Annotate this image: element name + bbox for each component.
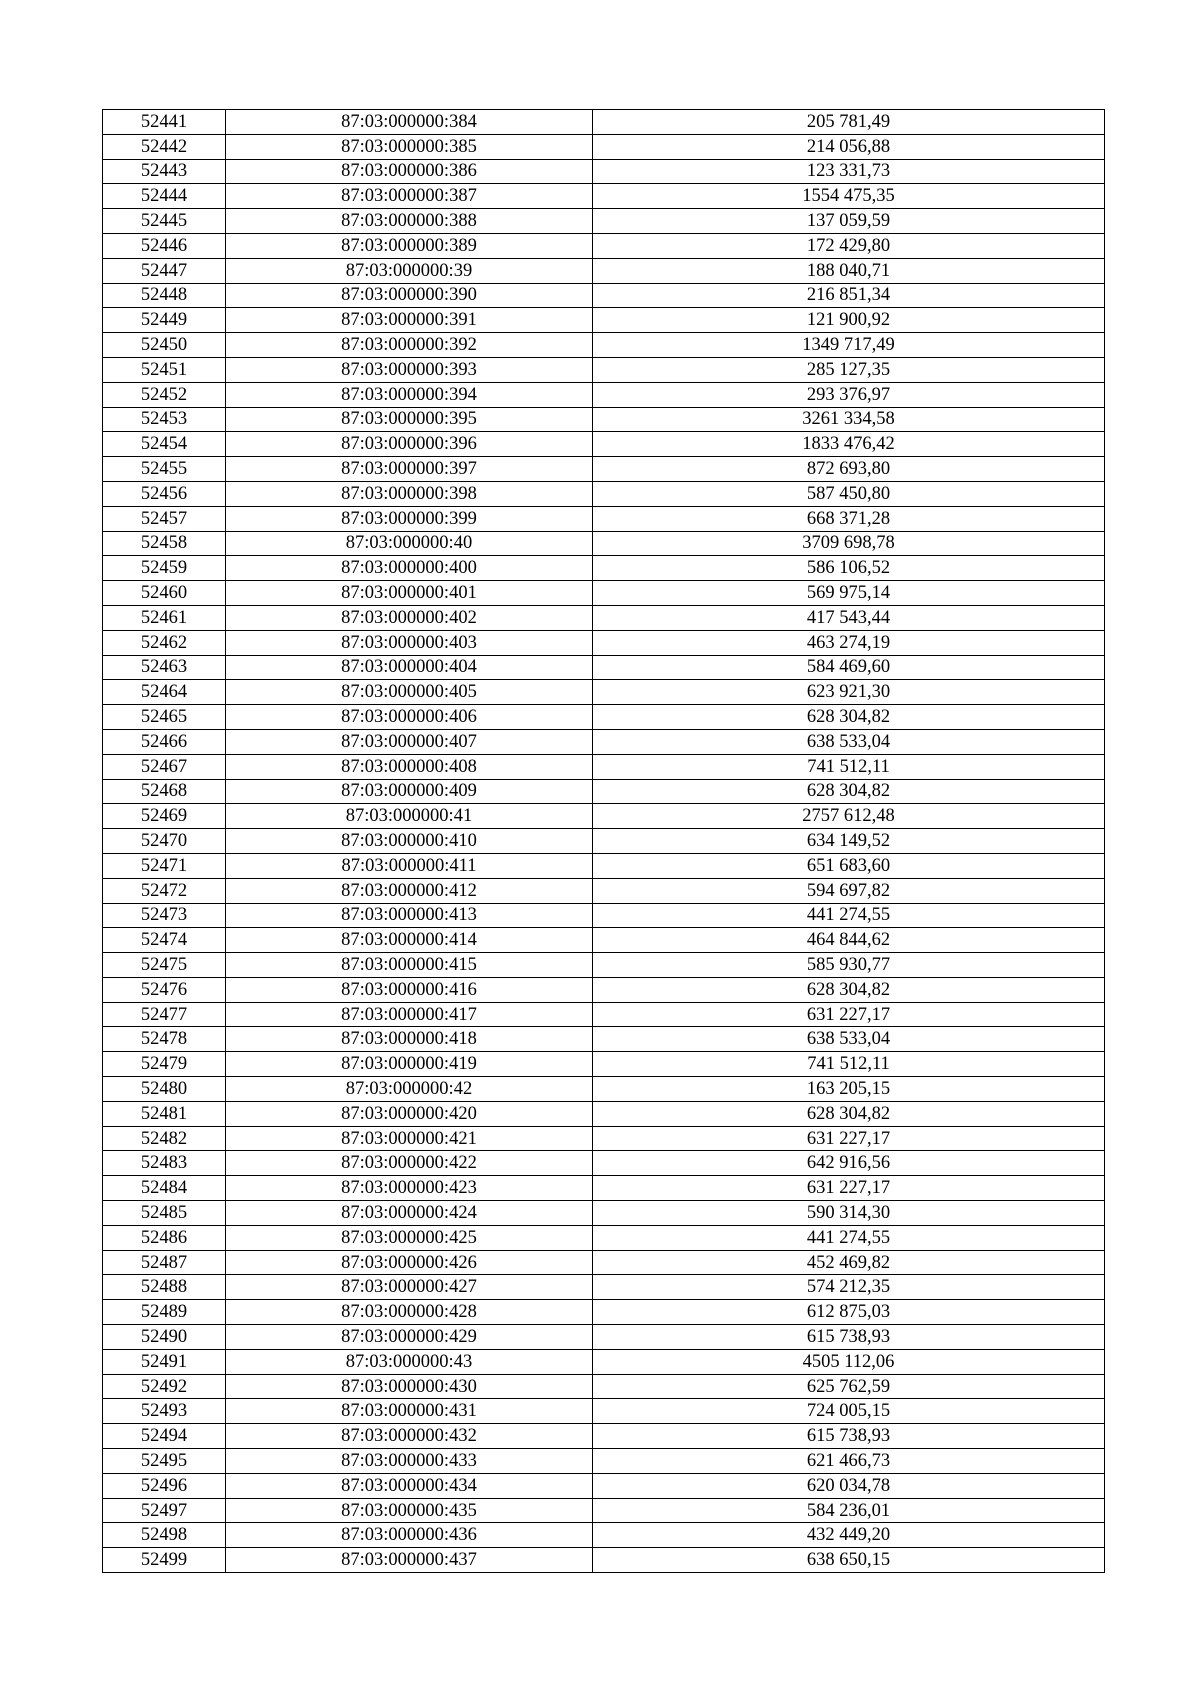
- cadastral-value-cell: 123 331,73: [593, 159, 1105, 184]
- row-number-cell: 52458: [103, 531, 226, 556]
- cadastral-number-cell: 87:03:000000:413: [226, 903, 593, 928]
- cadastral-value-cell: 628 304,82: [593, 779, 1105, 804]
- row-number-cell: 52457: [103, 506, 226, 531]
- table-row: [103, 1349, 1105, 1374]
- cadastral-number-cell: 87:03:000000:433: [226, 1449, 593, 1474]
- cadastral-value-cell: 621 466,73: [593, 1449, 1105, 1474]
- row-number-cell: 52478: [103, 1027, 226, 1052]
- row-number-cell: 52479: [103, 1052, 226, 1077]
- row-number-cell: 52493: [103, 1399, 226, 1424]
- cadastral-number-cell: 87:03:000000:436: [226, 1523, 593, 1548]
- cadastral-number-cell: 87:03:000000:425: [226, 1225, 593, 1250]
- row-number-cell: 52444: [103, 184, 226, 209]
- cadastral-number-cell: 87:03:000000:403: [226, 630, 593, 655]
- row-number-cell: 52483: [103, 1151, 226, 1176]
- cadastral-value-cell: 188 040,71: [593, 258, 1105, 283]
- row-number-cell: 52482: [103, 1126, 226, 1151]
- table-row: [103, 953, 1105, 978]
- cadastral-number-cell: 87:03:000000:396: [226, 432, 593, 457]
- row-number-cell: 52448: [103, 283, 226, 308]
- cadastral-number-cell: 87:03:000000:43: [226, 1349, 593, 1374]
- cadastral-number-cell: 87:03:000000:419: [226, 1052, 593, 1077]
- table-row: [103, 283, 1105, 308]
- table-row: [103, 1077, 1105, 1102]
- cadastral-number-cell: 87:03:000000:428: [226, 1300, 593, 1325]
- cadastral-value-cell: 172 429,80: [593, 233, 1105, 258]
- row-number-cell: 52476: [103, 977, 226, 1002]
- cadastral-value-cell: 121 900,92: [593, 308, 1105, 333]
- table-row: [103, 705, 1105, 730]
- row-number-cell: 52447: [103, 258, 226, 283]
- cadastral-value-cell: 214 056,88: [593, 134, 1105, 159]
- row-number-cell: 52487: [103, 1250, 226, 1275]
- table-row: [103, 432, 1105, 457]
- cadastral-value-cell: 631 227,17: [593, 1002, 1105, 1027]
- cadastral-number-cell: 87:03:000000:40: [226, 531, 593, 556]
- table-row: [103, 407, 1105, 432]
- cadastral-number-cell: 87:03:000000:410: [226, 829, 593, 854]
- row-number-cell: 52494: [103, 1424, 226, 1449]
- cadastral-number-cell: 87:03:000000:414: [226, 928, 593, 953]
- cadastral-value-cell: 464 844,62: [593, 928, 1105, 953]
- cadastral-number-cell: 87:03:000000:432: [226, 1424, 593, 1449]
- table-row: [103, 233, 1105, 258]
- cadastral-number-cell: 87:03:000000:392: [226, 333, 593, 358]
- row-number-cell: 52456: [103, 481, 226, 506]
- row-number-cell: 52468: [103, 779, 226, 804]
- table-row: [103, 1126, 1105, 1151]
- cadastral-value-cell: 628 304,82: [593, 977, 1105, 1002]
- table-row: [103, 1399, 1105, 1424]
- cadastral-value-cell: 463 274,19: [593, 630, 1105, 655]
- cadastral-number-cell: 87:03:000000:401: [226, 581, 593, 606]
- cadastral-value-cell: 432 449,20: [593, 1523, 1105, 1548]
- cadastral-number-cell: 87:03:000000:418: [226, 1027, 593, 1052]
- table-body: [103, 110, 1105, 1573]
- row-number-cell: 52455: [103, 457, 226, 482]
- cadastral-number-cell: 87:03:000000:435: [226, 1498, 593, 1523]
- cadastral-number-cell: 87:03:000000:437: [226, 1548, 593, 1573]
- cadastral-value-cell: 612 875,03: [593, 1300, 1105, 1325]
- cadastral-value-cell: 441 274,55: [593, 903, 1105, 928]
- cadastral-number-cell: 87:03:000000:385: [226, 134, 593, 159]
- row-number-cell: 52466: [103, 729, 226, 754]
- table-row: [103, 804, 1105, 829]
- row-number-cell: 52475: [103, 953, 226, 978]
- table-row: [103, 184, 1105, 209]
- cadastral-value-cell: 285 127,35: [593, 357, 1105, 382]
- table-row: [103, 1002, 1105, 1027]
- cadastral-number-cell: 87:03:000000:397: [226, 457, 593, 482]
- row-number-cell: 52474: [103, 928, 226, 953]
- table-row: [103, 829, 1105, 854]
- row-number-cell: 52465: [103, 705, 226, 730]
- cadastral-number-cell: 87:03:000000:417: [226, 1002, 593, 1027]
- row-number-cell: 52486: [103, 1225, 226, 1250]
- row-number-cell: 52453: [103, 407, 226, 432]
- table-row: [103, 481, 1105, 506]
- table-row: [103, 1523, 1105, 1548]
- row-number-cell: 52492: [103, 1374, 226, 1399]
- cadastral-number-cell: 87:03:000000:422: [226, 1151, 593, 1176]
- cadastral-number-cell: 87:03:000000:412: [226, 878, 593, 903]
- cadastral-value-cell: 590 314,30: [593, 1201, 1105, 1226]
- cadastral-number-cell: 87:03:000000:431: [226, 1399, 593, 1424]
- table-row: [103, 1374, 1105, 1399]
- cadastral-value-cell: 668 371,28: [593, 506, 1105, 531]
- cadastral-value-cell: 205 781,49: [593, 110, 1105, 135]
- cadastral-number-cell: 87:03:000000:427: [226, 1275, 593, 1300]
- table-row: [103, 1201, 1105, 1226]
- cadastral-value-cell: 628 304,82: [593, 705, 1105, 730]
- row-number-cell: 52485: [103, 1201, 226, 1226]
- cadastral-value-table: [102, 109, 1105, 1573]
- cadastral-value-cell: 584 469,60: [593, 655, 1105, 680]
- table-row: [103, 457, 1105, 482]
- cadastral-value-cell: 585 930,77: [593, 953, 1105, 978]
- table-row: [103, 630, 1105, 655]
- cadastral-number-cell: 87:03:000000:404: [226, 655, 593, 680]
- row-number-cell: 52497: [103, 1498, 226, 1523]
- cadastral-value-cell: 615 738,93: [593, 1325, 1105, 1350]
- row-number-cell: 52449: [103, 308, 226, 333]
- cadastral-number-cell: 87:03:000000:420: [226, 1101, 593, 1126]
- table-row: [103, 878, 1105, 903]
- cadastral-number-cell: 87:03:000000:41: [226, 804, 593, 829]
- cadastral-number-cell: 87:03:000000:424: [226, 1201, 593, 1226]
- table-row: [103, 977, 1105, 1002]
- table-row: [103, 209, 1105, 234]
- cadastral-number-cell: 87:03:000000:387: [226, 184, 593, 209]
- cadastral-number-cell: 87:03:000000:39: [226, 258, 593, 283]
- row-number-cell: 52462: [103, 630, 226, 655]
- cadastral-value-cell: 574 212,35: [593, 1275, 1105, 1300]
- table-row: [103, 680, 1105, 705]
- table-row: [103, 1300, 1105, 1325]
- table-row: [103, 531, 1105, 556]
- table-row: [103, 581, 1105, 606]
- table-row: [103, 1548, 1105, 1573]
- cadastral-value-cell: 620 034,78: [593, 1473, 1105, 1498]
- cadastral-number-cell: 87:03:000000:409: [226, 779, 593, 804]
- table-row: [103, 1325, 1105, 1350]
- cadastral-number-cell: 87:03:000000:405: [226, 680, 593, 705]
- cadastral-value-cell: 638 533,04: [593, 729, 1105, 754]
- cadastral-value-cell: 642 916,56: [593, 1151, 1105, 1176]
- cadastral-value-cell: 638 650,15: [593, 1548, 1105, 1573]
- table-row: [103, 333, 1105, 358]
- cadastral-value-cell: 594 697,82: [593, 878, 1105, 903]
- cadastral-number-cell: 87:03:000000:386: [226, 159, 593, 184]
- cadastral-value-cell: 741 512,11: [593, 1052, 1105, 1077]
- table-row: [103, 357, 1105, 382]
- row-number-cell: 52464: [103, 680, 226, 705]
- row-number-cell: 52488: [103, 1275, 226, 1300]
- row-number-cell: 52461: [103, 605, 226, 630]
- cadastral-number-cell: 87:03:000000:393: [226, 357, 593, 382]
- cadastral-number-cell: 87:03:000000:42: [226, 1077, 593, 1102]
- cadastral-value-cell: 623 921,30: [593, 680, 1105, 705]
- table-row: [103, 382, 1105, 407]
- row-number-cell: 52495: [103, 1449, 226, 1474]
- cadastral-value-cell: 615 738,93: [593, 1424, 1105, 1449]
- cadastral-number-cell: 87:03:000000:411: [226, 853, 593, 878]
- row-number-cell: 52471: [103, 853, 226, 878]
- cadastral-value-cell: 3261 334,58: [593, 407, 1105, 432]
- cadastral-value-cell: 417 543,44: [593, 605, 1105, 630]
- cadastral-number-cell: 87:03:000000:389: [226, 233, 593, 258]
- cadastral-number-cell: 87:03:000000:406: [226, 705, 593, 730]
- cadastral-number-cell: 87:03:000000:402: [226, 605, 593, 630]
- row-number-cell: 52491: [103, 1349, 226, 1374]
- table-row: [103, 655, 1105, 680]
- row-number-cell: 52467: [103, 754, 226, 779]
- cadastral-value-cell: 1554 475,35: [593, 184, 1105, 209]
- table-row: [103, 754, 1105, 779]
- table-row: [103, 506, 1105, 531]
- cadastral-value-cell: 452 469,82: [593, 1250, 1105, 1275]
- table-row: [103, 1275, 1105, 1300]
- row-number-cell: 52498: [103, 1523, 226, 1548]
- row-number-cell: 52484: [103, 1176, 226, 1201]
- table-row: [103, 1052, 1105, 1077]
- row-number-cell: 52469: [103, 804, 226, 829]
- row-number-cell: 52450: [103, 333, 226, 358]
- cadastral-number-cell: 87:03:000000:429: [226, 1325, 593, 1350]
- row-number-cell: 52463: [103, 655, 226, 680]
- cadastral-number-cell: 87:03:000000:400: [226, 556, 593, 581]
- row-number-cell: 52442: [103, 134, 226, 159]
- cadastral-value-cell: 872 693,80: [593, 457, 1105, 482]
- table-row: [103, 779, 1105, 804]
- cadastral-number-cell: 87:03:000000:391: [226, 308, 593, 333]
- table-row: [103, 1498, 1105, 1523]
- table-row: [103, 159, 1105, 184]
- table-row: [103, 1250, 1105, 1275]
- cadastral-value-cell: 634 149,52: [593, 829, 1105, 854]
- row-number-cell: 52454: [103, 432, 226, 457]
- row-number-cell: 52445: [103, 209, 226, 234]
- cadastral-value-cell: 293 376,97: [593, 382, 1105, 407]
- table-row: [103, 1151, 1105, 1176]
- table-row: [103, 729, 1105, 754]
- cadastral-number-cell: 87:03:000000:426: [226, 1250, 593, 1275]
- cadastral-value-cell: 586 106,52: [593, 556, 1105, 581]
- row-number-cell: 52480: [103, 1077, 226, 1102]
- row-number-cell: 52459: [103, 556, 226, 581]
- cadastral-number-cell: 87:03:000000:430: [226, 1374, 593, 1399]
- table-row: [103, 928, 1105, 953]
- cadastral-number-cell: 87:03:000000:388: [226, 209, 593, 234]
- row-number-cell: 52443: [103, 159, 226, 184]
- cadastral-number-cell: 87:03:000000:415: [226, 953, 593, 978]
- cadastral-number-cell: 87:03:000000:408: [226, 754, 593, 779]
- table-row: [103, 1101, 1105, 1126]
- row-number-cell: 52470: [103, 829, 226, 854]
- table-row: [103, 1449, 1105, 1474]
- cadastral-value-cell: 741 512,11: [593, 754, 1105, 779]
- cadastral-value-cell: 137 059,59: [593, 209, 1105, 234]
- cadastral-value-cell: 569 975,14: [593, 581, 1105, 606]
- cadastral-number-cell: 87:03:000000:398: [226, 481, 593, 506]
- cadastral-number-cell: 87:03:000000:399: [226, 506, 593, 531]
- cadastral-value-cell: 631 227,17: [593, 1176, 1105, 1201]
- cadastral-number-cell: 87:03:000000:384: [226, 110, 593, 135]
- table-row: [103, 258, 1105, 283]
- row-number-cell: 52446: [103, 233, 226, 258]
- cadastral-number-cell: 87:03:000000:434: [226, 1473, 593, 1498]
- table-row: [103, 556, 1105, 581]
- table-row: [103, 605, 1105, 630]
- table-row: [103, 1176, 1105, 1201]
- cadastral-value-cell: 724 005,15: [593, 1399, 1105, 1424]
- cadastral-number-cell: 87:03:000000:390: [226, 283, 593, 308]
- cadastral-value-cell: 587 450,80: [593, 481, 1105, 506]
- row-number-cell: 52481: [103, 1101, 226, 1126]
- cadastral-value-cell: 4505 112,06: [593, 1349, 1105, 1374]
- row-number-cell: 52477: [103, 1002, 226, 1027]
- cadastral-value-cell: 628 304,82: [593, 1101, 1105, 1126]
- row-number-cell: 52473: [103, 903, 226, 928]
- cadastral-value-cell: 584 236,01: [593, 1498, 1105, 1523]
- row-number-cell: 52452: [103, 382, 226, 407]
- row-number-cell: 52441: [103, 110, 226, 135]
- table-row: [103, 1225, 1105, 1250]
- cadastral-number-cell: 87:03:000000:416: [226, 977, 593, 1002]
- cadastral-number-cell: 87:03:000000:395: [226, 407, 593, 432]
- table-row: [103, 1473, 1105, 1498]
- cadastral-number-cell: 87:03:000000:423: [226, 1176, 593, 1201]
- row-number-cell: 52490: [103, 1325, 226, 1350]
- cadastral-value-cell: 631 227,17: [593, 1126, 1105, 1151]
- cadastral-value-cell: 441 274,55: [593, 1225, 1105, 1250]
- row-number-cell: 52499: [103, 1548, 226, 1573]
- cadastral-value-cell: 163 205,15: [593, 1077, 1105, 1102]
- table-row: [103, 110, 1105, 135]
- cadastral-value-cell: 651 683,60: [593, 853, 1105, 878]
- row-number-cell: 52472: [103, 878, 226, 903]
- row-number-cell: 52496: [103, 1473, 226, 1498]
- cadastral-value-cell: 216 851,34: [593, 283, 1105, 308]
- cadastral-value-cell: 1833 476,42: [593, 432, 1105, 457]
- cadastral-value-cell: 2757 612,48: [593, 804, 1105, 829]
- cadastral-number-cell: 87:03:000000:394: [226, 382, 593, 407]
- row-number-cell: 52451: [103, 357, 226, 382]
- cadastral-value-cell: 638 533,04: [593, 1027, 1105, 1052]
- cadastral-number-cell: 87:03:000000:421: [226, 1126, 593, 1151]
- cadastral-value-cell: 625 762,59: [593, 1374, 1105, 1399]
- table-row: [103, 1424, 1105, 1449]
- table-row: [103, 853, 1105, 878]
- table-row: [103, 1027, 1105, 1052]
- table-row: [103, 308, 1105, 333]
- row-number-cell: 52489: [103, 1300, 226, 1325]
- table-row: [103, 134, 1105, 159]
- cadastral-number-cell: 87:03:000000:407: [226, 729, 593, 754]
- cadastral-value-cell: 1349 717,49: [593, 333, 1105, 358]
- row-number-cell: 52460: [103, 581, 226, 606]
- cadastral-value-cell: 3709 698,78: [593, 531, 1105, 556]
- table-row: [103, 903, 1105, 928]
